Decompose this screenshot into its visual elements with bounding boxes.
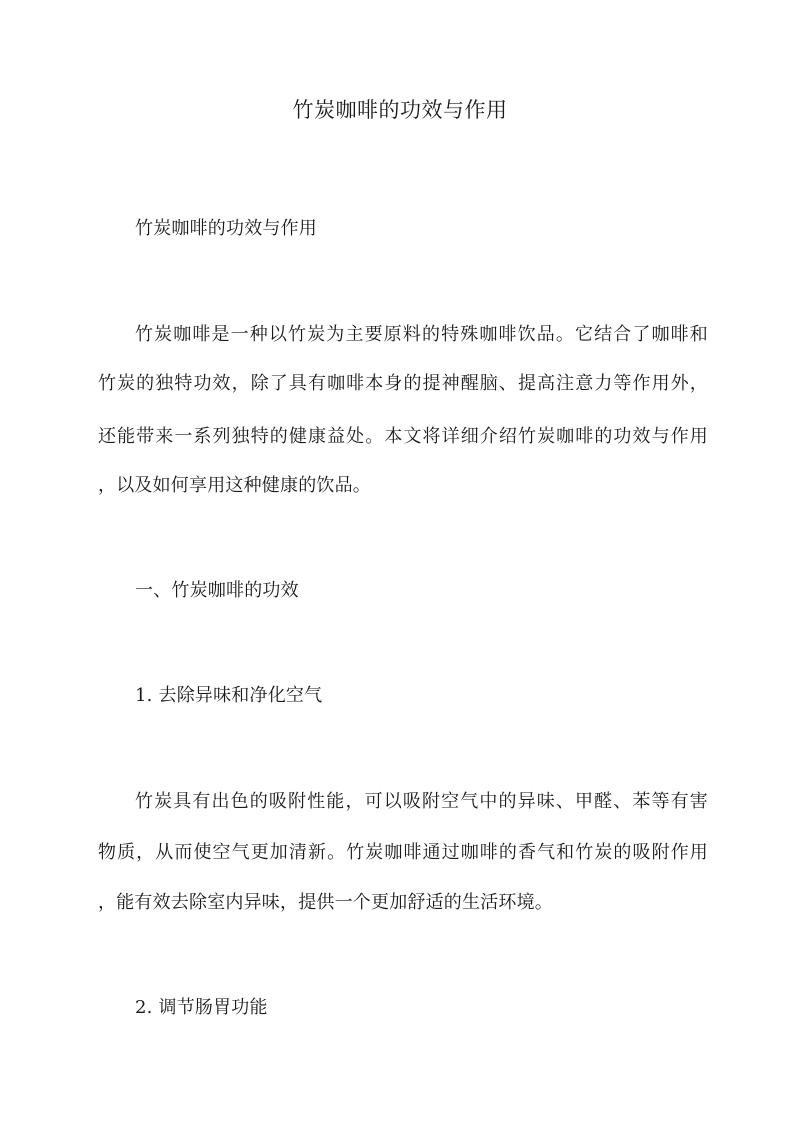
intro-line-3: 还能带来一系列独特的健康益处。本文将详细介绍竹炭咖啡的功效与作用 <box>98 426 708 447</box>
item1-line-3: ，能有效去除室内异味，提供一个更加舒适的生活环境。 <box>98 892 553 913</box>
intro-line-4: ，以及如何享用这种健康的饮品。 <box>98 475 371 496</box>
item1-line-1: 竹炭具有出色的吸附性能，可以吸附空气中的异味、甲醛、苯等有害 <box>135 791 708 812</box>
document-title: 竹炭咖啡的功效与作用 <box>292 98 508 122</box>
section-heading-1: 一、竹炭咖啡的功效 <box>135 580 299 601</box>
item-heading-1: 1. 去除异味和净化空气 <box>135 685 323 706</box>
item1-line-2: 物质，从而使空气更加清新。竹炭咖啡通过咖啡的香气和竹炭的吸附作用 <box>98 842 708 863</box>
document-subtitle: 竹炭咖啡的功效与作用 <box>135 218 317 239</box>
intro-line-2: 竹炭的独特功效，除了具有咖啡本身的提神醒脑、提高注意力等作用外， <box>98 373 708 394</box>
item-heading-2: 2. 调节肠胃功能 <box>135 997 268 1018</box>
intro-line-1: 竹炭咖啡是一种以竹炭为主要原料的特殊咖啡饮品。它结合了咖啡和 <box>135 324 708 345</box>
